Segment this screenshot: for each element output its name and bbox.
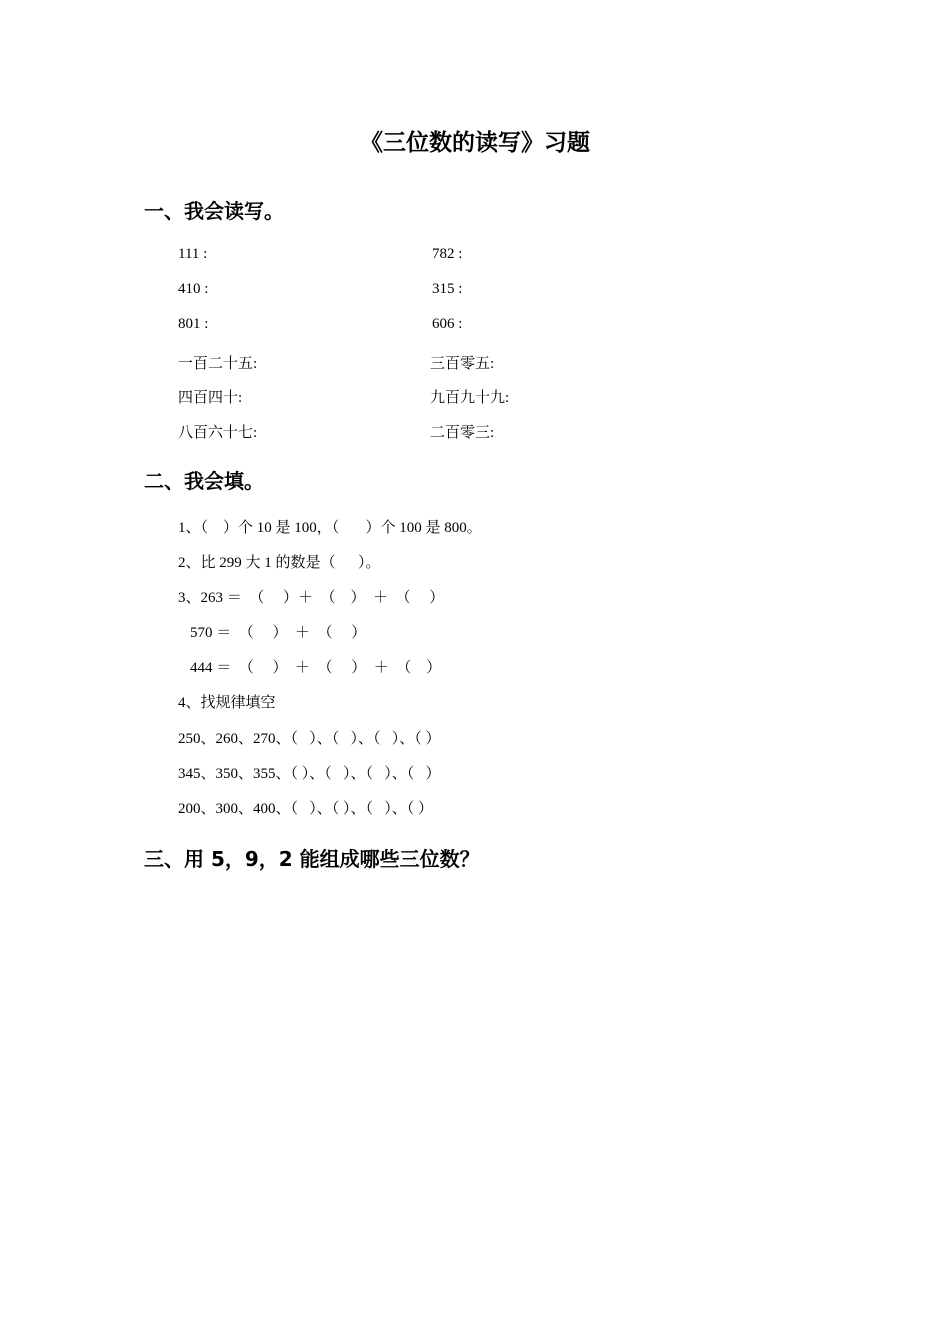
fill-question-3b: 570 ＝ （ ） ＋ （ ） xyxy=(190,625,367,641)
pattern-row: 345、350、355、（ ）、（ ）、（ ）、（ ） xyxy=(178,766,441,782)
fill-question-3c: 444 ＝ （ ） ＋ （ ） ＋ （ ） xyxy=(190,660,442,676)
read-write-item-left: 410 : xyxy=(178,281,209,297)
read-write-item-right: 606 : xyxy=(432,316,463,332)
fill-question-2: 2、比 299 大 1 的数是（ ）。 xyxy=(178,555,381,571)
pattern-row: 250、260、270、（ ）、（ ）、（ ）、（ ） xyxy=(178,731,441,747)
fill-question-4: 4、找规律填空 xyxy=(178,695,276,711)
read-write-item-right: 九百九十九: xyxy=(430,390,510,406)
read-write-item-right: 782 : xyxy=(432,246,463,262)
read-write-item-right: 315 : xyxy=(432,281,463,297)
pattern-row: 200、300、400、（ ）、（ ）、（ ）、（ ） xyxy=(178,801,434,817)
section-1-heading: 一、我会读写。 xyxy=(144,199,284,223)
read-write-item-left: 八百六十七: xyxy=(178,425,258,441)
read-write-item-left: 801 : xyxy=(178,316,209,332)
section-3-heading: 三、用 5，9，2 能组成哪些三位数？ xyxy=(144,847,480,871)
read-write-item-left: 111 : xyxy=(178,246,208,262)
fill-question-1: 1、（ ）个 10 是 100，（ ）个 100 是 800。 xyxy=(178,520,482,536)
section-2-heading: 二、我会填。 xyxy=(144,469,264,493)
read-write-item-right: 二百零三: xyxy=(430,425,495,441)
read-write-item-right: 三百零五: xyxy=(430,356,495,372)
fill-question-3: 3、263 ＝ （ ）＋ （ ） ＋ （ ） xyxy=(178,590,445,606)
page-title: 《三位数的读写》习题 xyxy=(360,130,590,156)
read-write-item-left: 四百四十: xyxy=(178,390,243,406)
read-write-item-left: 一百二十五: xyxy=(178,356,258,372)
